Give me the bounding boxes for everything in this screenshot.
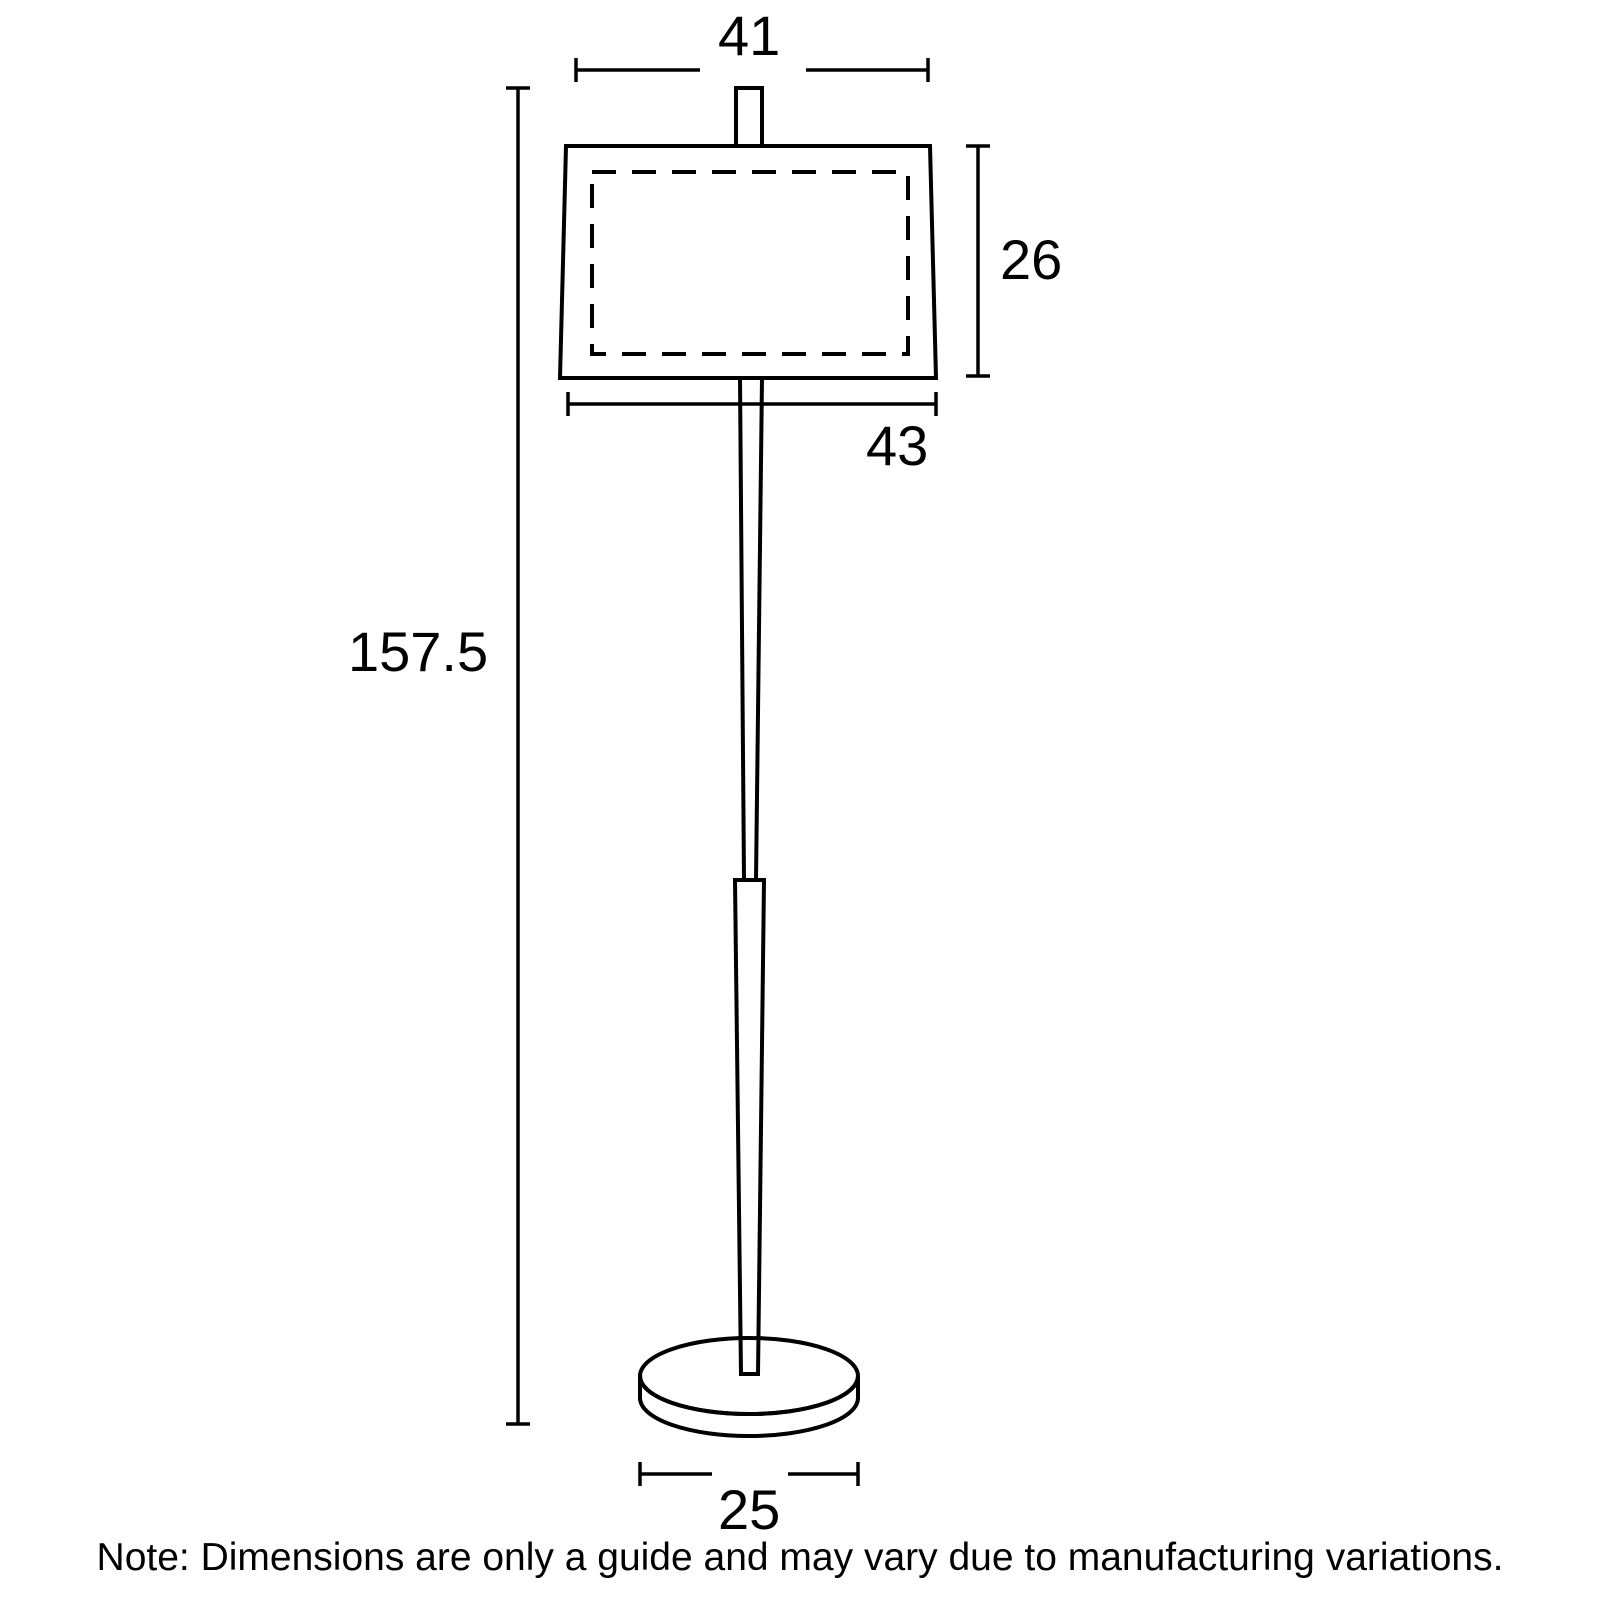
lamp-finial [736, 88, 762, 146]
manufacturing-note: Note: Dimensions are only a guide and may vary due to manufacturing variations. [96, 1536, 1504, 1579]
lamp-stem-lower [735, 880, 764, 1374]
shade-inner-dashed-outline [592, 172, 908, 354]
lamp-stem-upper [740, 378, 762, 880]
dimension-label-base-diameter: 25 [718, 1478, 781, 1541]
dimension-total-height [506, 88, 530, 1424]
dimension-label-shade-bottom-width: 43 [866, 414, 929, 477]
dimension-label-shade-top-width: 41 [718, 4, 781, 67]
lamp-shade [560, 146, 936, 378]
dimension-label-total-height: 157.5 [348, 620, 489, 683]
dimension-shade-bottom-width [568, 392, 936, 416]
dimension-shade-height [966, 146, 990, 376]
lamp-base [640, 1338, 858, 1436]
dimension-label-shade-height: 26 [1000, 228, 1063, 291]
